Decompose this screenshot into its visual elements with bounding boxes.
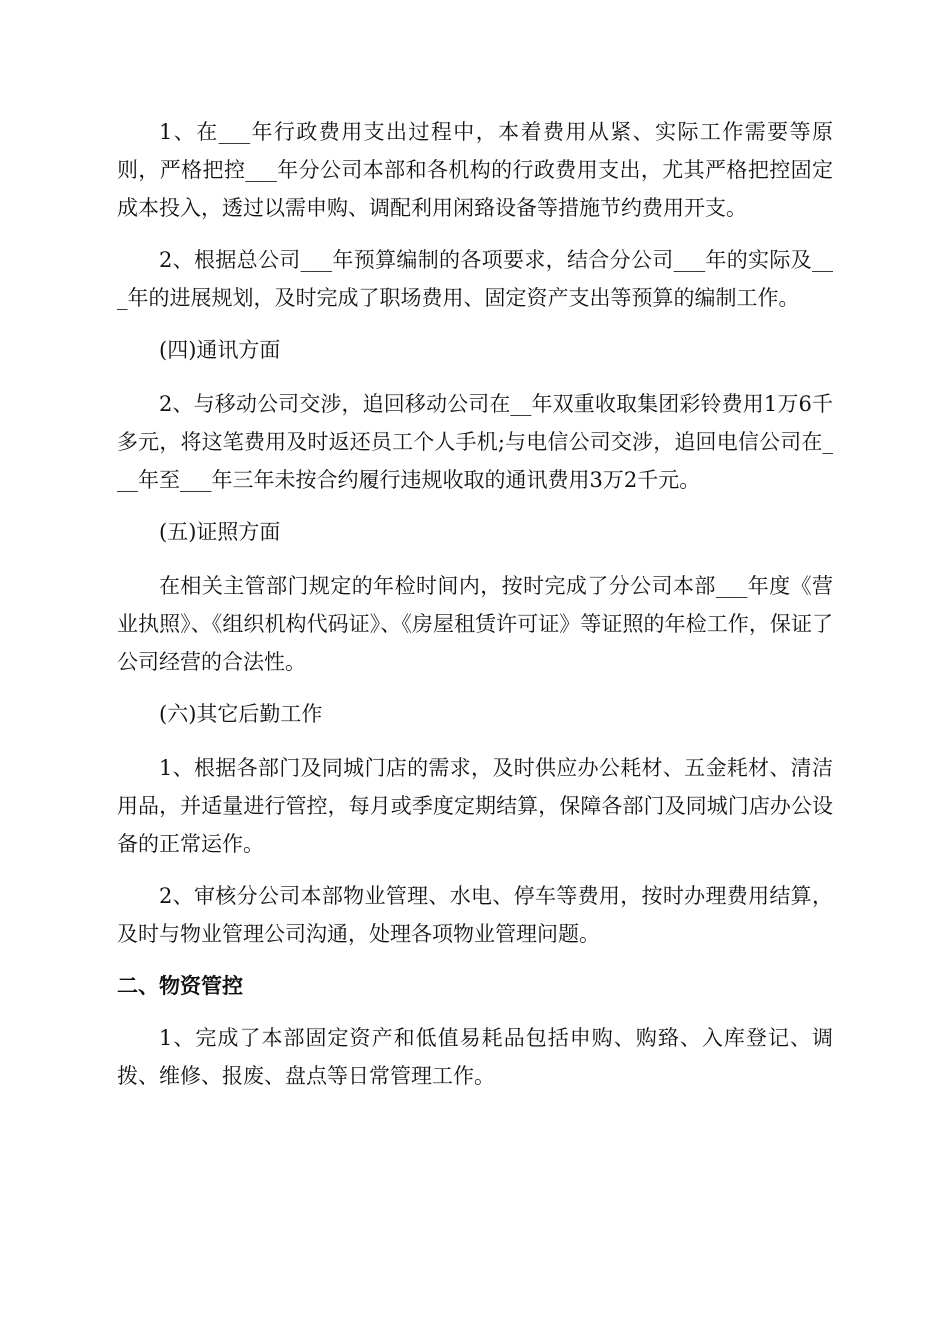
paragraph-budget-preparation: 2、根据总公司___年预算编制的各项要求，结合分公司___年的实际及___年的进展规划，及时完成了职场费用、固定资产支出等预算的编制工作。 xyxy=(117,248,833,310)
paragraph-telecom-recovery: 2、与移动公司交涉，追回移动公司在__年双重收取集团彩铃费用1万6千多元，将这笔费用及时返还员工个人手机;与电信公司交涉，追回电信公司在___年至___年三年未按合约履行违规收取的通讯费用3万2千元。 xyxy=(117,392,833,492)
document-body xyxy=(117,113,833,1109)
subheading-communications: (四)通讯方面 xyxy=(159,338,281,362)
paragraph-annual-inspection: 在相关主管部门规定的年检时间内，按时完成了分公司本部___年度《营业执照》、《组织机构代码证》、《房屋租赁许可证》等证照的年检工作，保证了公司经营的合法性。 xyxy=(117,574,833,674)
paragraph-office-supplies: 1、根据各部门及同城门店的需求，及时供应办公耗材、五金耗材、清洁用品，并适量进行管控，每月或季度定期结算，保障各部门及同城门店办公设备的正常运作。 xyxy=(117,756,833,856)
subheading-other-logistics: (六)其它后勤工作 xyxy=(159,702,323,726)
subheading-licenses: (五)证照方面 xyxy=(159,520,281,544)
paragraph-asset-management: 1、完成了本部固定资产和低值易耗品包括申购、购臵、入库登记、调拨、维修、报废、盘点等日常管理工作。 xyxy=(117,1026,833,1088)
paragraph-property-fees: 2、审核分公司本部物业管理、水电、停车等费用，按时办理费用结算，及时与物业管理公司沟通，处理各项物业管理问题。 xyxy=(117,884,833,946)
section-heading-materials-control: 二、物资管控 xyxy=(117,974,243,998)
paragraph-admin-expense-control: 1、在___年行政费用支出过程中，本着费用从紧、实际工作需要等原则，严格把控___年分公司本部和各机构的行政费用支出，尤其严格把控固定成本投入，透过以需申购、调配利用闲臵设备等措施节约费用开支。 xyxy=(117,120,833,220)
